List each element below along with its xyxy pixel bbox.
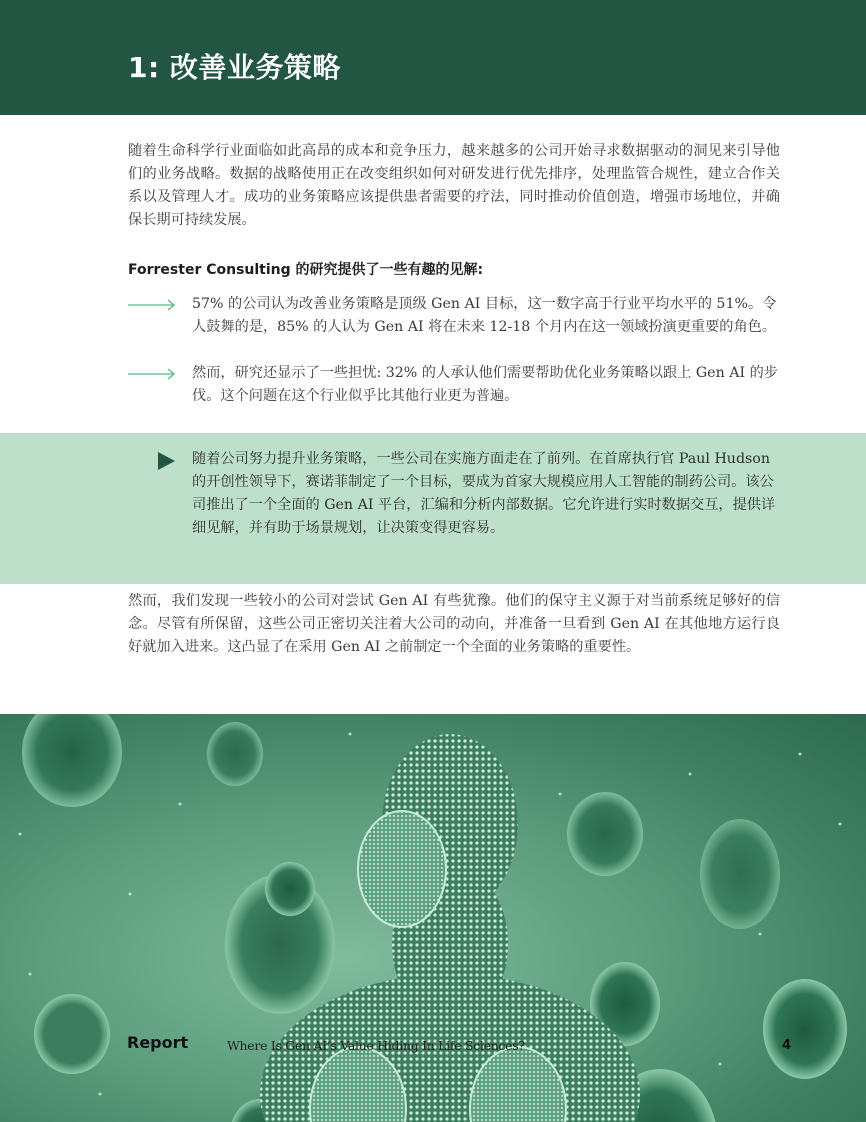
footer-label: Report <box>127 1033 189 1052</box>
page-number: 4 <box>782 1038 792 1053</box>
hero-image <box>0 714 866 1122</box>
callout-text: 随着公司努力提升业务策略，一些公司在实施方面走在了前列。在首席执行官 Paul Hudson 的开创性领导下，赛诺菲制定了一个目标，要成为首家大规模应用人工智能的制药公司。该公司推出了一个全面的 Gen AI 平台，汇编和分析内部数据。它允许进行实时数据交互，提供详细见解，并有助于场景规划，让决策变得更容易。 <box>192 451 776 536</box>
callout-box <box>0 433 866 584</box>
play-triangle-icon <box>158 452 175 470</box>
insight-text: 然而，研究还显示了一些担忧: 32% 的人承认他们需要帮助优化业务策略以跟上 Gen AI 的步伐。这个问题在这个行业似乎比其他行业更为普遍。 <box>192 365 778 404</box>
cells-illustration <box>0 714 866 1122</box>
arrow-right-icon <box>128 368 176 380</box>
page-title: 1: 改善业务策略 <box>128 51 341 84</box>
arrow-right-icon <box>128 299 176 311</box>
intro-paragraph: 随着生命科学行业面临如此高昂的成本和竞争压力，越来越多的公司开始寻求数据驱动的洞见来引导他们的业务战略。数据的战略使用正在改变组织如何对研发进行优先排序，处理监管合规性，建立合作关系以及管理人才。成功的业务策略应该提供患者需要的疗法，同时推动价值创造，增强市场地位，并确保长期可持续发展。 <box>128 143 780 228</box>
insights-heading: Forrester Consulting 的研究提供了一些有趣的见解: <box>128 262 484 278</box>
footer-report-title: Where Is Gen AI’s Value Hiding In Life Sciences? <box>227 1038 525 1053</box>
closing-paragraph: 然而，我们发现一些较小的公司对尝试 Gen AI 有些犹豫。他们的保守主义源于对当前系统足够好的信念。尽管有所保留，这些公司正密切关注着大公司的动向，并准备一旦看到 Gen AI 在其他地方运行良好就加入进来。这凸显了在采用 Gen AI 之前制定一个全面的业务策略的重要性。 <box>128 593 780 655</box>
header-band <box>0 0 866 115</box>
insight-text: 57% 的公司认为改善业务策略是顶级 Gen AI 目标，这一数字高于行业平均水平的 51%。令人鼓舞的是，85% 的人认为 Gen AI 将在未来 12-18 个月内在这一领域扮演更重要的角色。 <box>192 296 777 335</box>
